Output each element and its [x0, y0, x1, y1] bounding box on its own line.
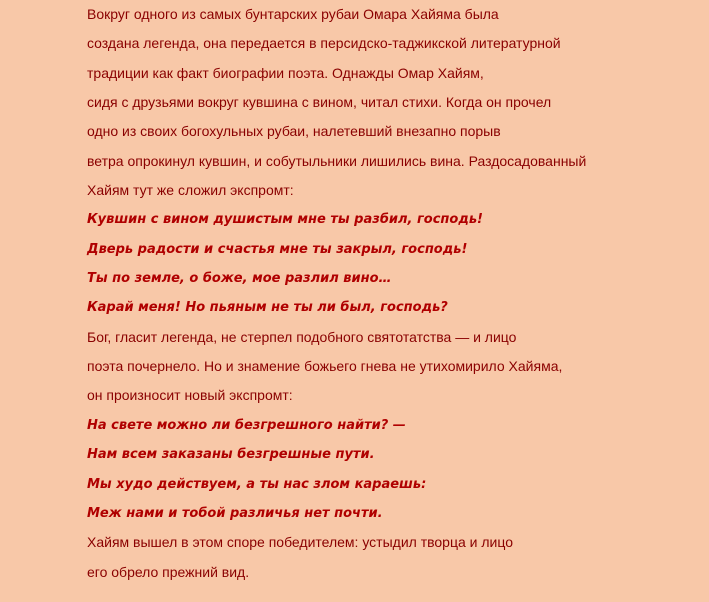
- verse-line: Ты по земле, о боже, мое разлил вино…: [87, 271, 392, 287]
- prose-line: Хайям тут же сложил экспромт:: [87, 182, 294, 199]
- verse-line: Нам всем заказаны безгрешные пути.: [87, 447, 375, 463]
- prose-line: его обрело прежний вид.: [87, 563, 250, 580]
- verse-line: Карай меня! Но пьяным не ты ли был, господь?: [87, 300, 448, 316]
- verse-line: Кувшин с вином душистым мне ты разбил, господь!: [87, 212, 483, 228]
- prose-line: одно из своих богохульных рубаи, налетевший внезапно порыв: [87, 123, 501, 140]
- prose-line: Бог, гласит легенда, не стерпел подобного святотатства — и лицо: [87, 328, 517, 345]
- verse-line: Меж нами и тобой различья нет почти.: [87, 505, 383, 521]
- article-text: [87, 0, 687, 587]
- verse-line: Дверь радости и счастья мне ты закрыл, господь!: [87, 241, 468, 257]
- prose-line: ветра опрокинул кувшин, и собутыльники лишились вина. Раздосадованный: [87, 152, 587, 169]
- prose-line: поэта почернело. Но и знамение божьего гнева не утихомирило Хайяма,: [87, 358, 563, 375]
- prose-line: создана легенда, она передается в персидско-таджикской литературной: [87, 35, 561, 52]
- prose-line: традиции как факт биографии поэта. Однажды Омар Хайям,: [87, 64, 484, 81]
- prose-line: Хайям вышел в этом споре победителем: устыдил творца и лицо: [87, 534, 514, 551]
- verse-line: На свете можно ли безгрешного найти? —: [87, 417, 406, 433]
- prose-line: Вокруг одного из самых бунтарских рубаи Омара Хайяма была: [87, 6, 499, 22]
- prose-line: он произносит новый экспромт:: [87, 387, 293, 404]
- verse-line: Мы худо действуем, а ты нас злом караешь:: [87, 476, 427, 492]
- prose-line: сидя с друзьями вокруг кувшина с вином, читал стихи. Когда он прочел: [87, 94, 552, 111]
